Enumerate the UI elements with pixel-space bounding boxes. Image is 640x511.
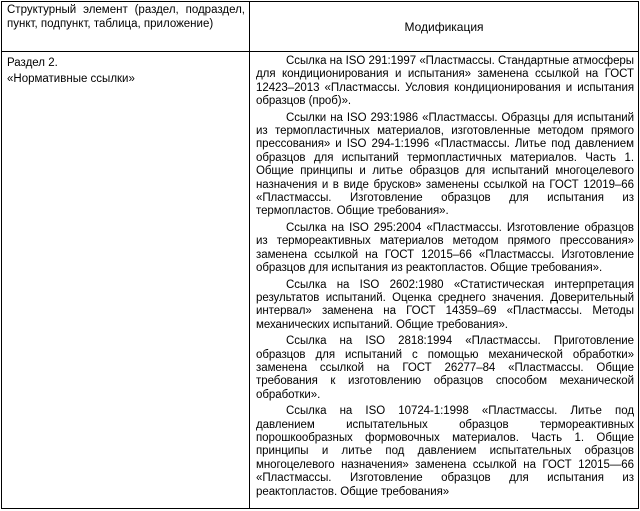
modification-paragraph-2: Ссылки на ISO 293:1986 «Пластмассы. Образцы для испытаний из термопластичных материалов, изготовленные методом прямого прессования» и ISO 294-1:1996 «Пластмассы. Литье под давлением образцов для испытаний термопластичных материалов. Часть 1. Общие принципы и литье образцов для испытаний многоцелевого назначения и в виде брусков» заменены ссылкой на ГОСТ 12019–66 «Пластмассы. Изготовление образцов для испытания из термопластов. Общие требования». <box>256 111 634 218</box>
section-number: Раздел 2. <box>7 57 58 69</box>
section-cell <box>2 52 250 509</box>
modification-table <box>1 1 639 509</box>
section-title: «Нормативные ссылки» <box>7 73 135 85</box>
modification-cell <box>250 52 639 509</box>
header-modification <box>250 2 639 52</box>
header-structural-element-text: Структурный элемент (раздел, подраздел, пункт, подпункт, таблица, приложение) <box>7 4 245 30</box>
modification-paragraph-4: Ссылка на ISO 2602:1980 «Статистическая интерпретация результатов испытаний. Оценка среднего значения. Доверительный интервал» заменена на ГОСТ 14359–69 «Пластмассы. Методы механических испытаний. Общие требования». <box>256 278 634 331</box>
modification-paragraph-5: Ссылка на ISO 2818:1994 «Пластмассы. Приготовление образцов для испытаний с помощью механической обработки» заменена ссылкой на ГОСТ 26277–84 «Пластмассы. Общие требования к изготовлению образцов способом механической обработки». <box>256 335 634 401</box>
header-modification-text: Модификация <box>404 19 484 34</box>
table-row <box>2 52 639 509</box>
header-structural-element <box>2 2 250 52</box>
table-header-row <box>2 2 639 52</box>
modification-paragraph-1: Ссылка на ISO 291:1997 «Пластмассы. Стандартные атмосферы для кондиционирования и испытания» заменена ссылкой на ГОСТ 12423–2013 «Пластмассы. Условия кондиционирования и испытания образцов (проб)». <box>256 55 634 108</box>
modification-paragraph-6: Ссылка на ISO 10724-1:1998 «Пластмассы. Литье под давлением испытательных образцов термореактивных порошкообразных формовочных материалов. Часть 1. Общие принципы и литье под давлением испытательных образцов многоцелевого назначения» заменена ссылкой на ГОСТ 12015—66 «Пластмассы. Изготовление образцов для испытания из реактопластов. Общие требования» <box>256 405 634 498</box>
modification-paragraph-3: Ссылка на ISO 295:2004 «Пластмассы. Изготовление образцов из термореактивных материалов методом прямого прессования» заменена ссылкой на ГОСТ 12015–66 «Пластмассы. Изготовление образцов для испытания из реактопластов. Общие требования». <box>256 221 634 275</box>
